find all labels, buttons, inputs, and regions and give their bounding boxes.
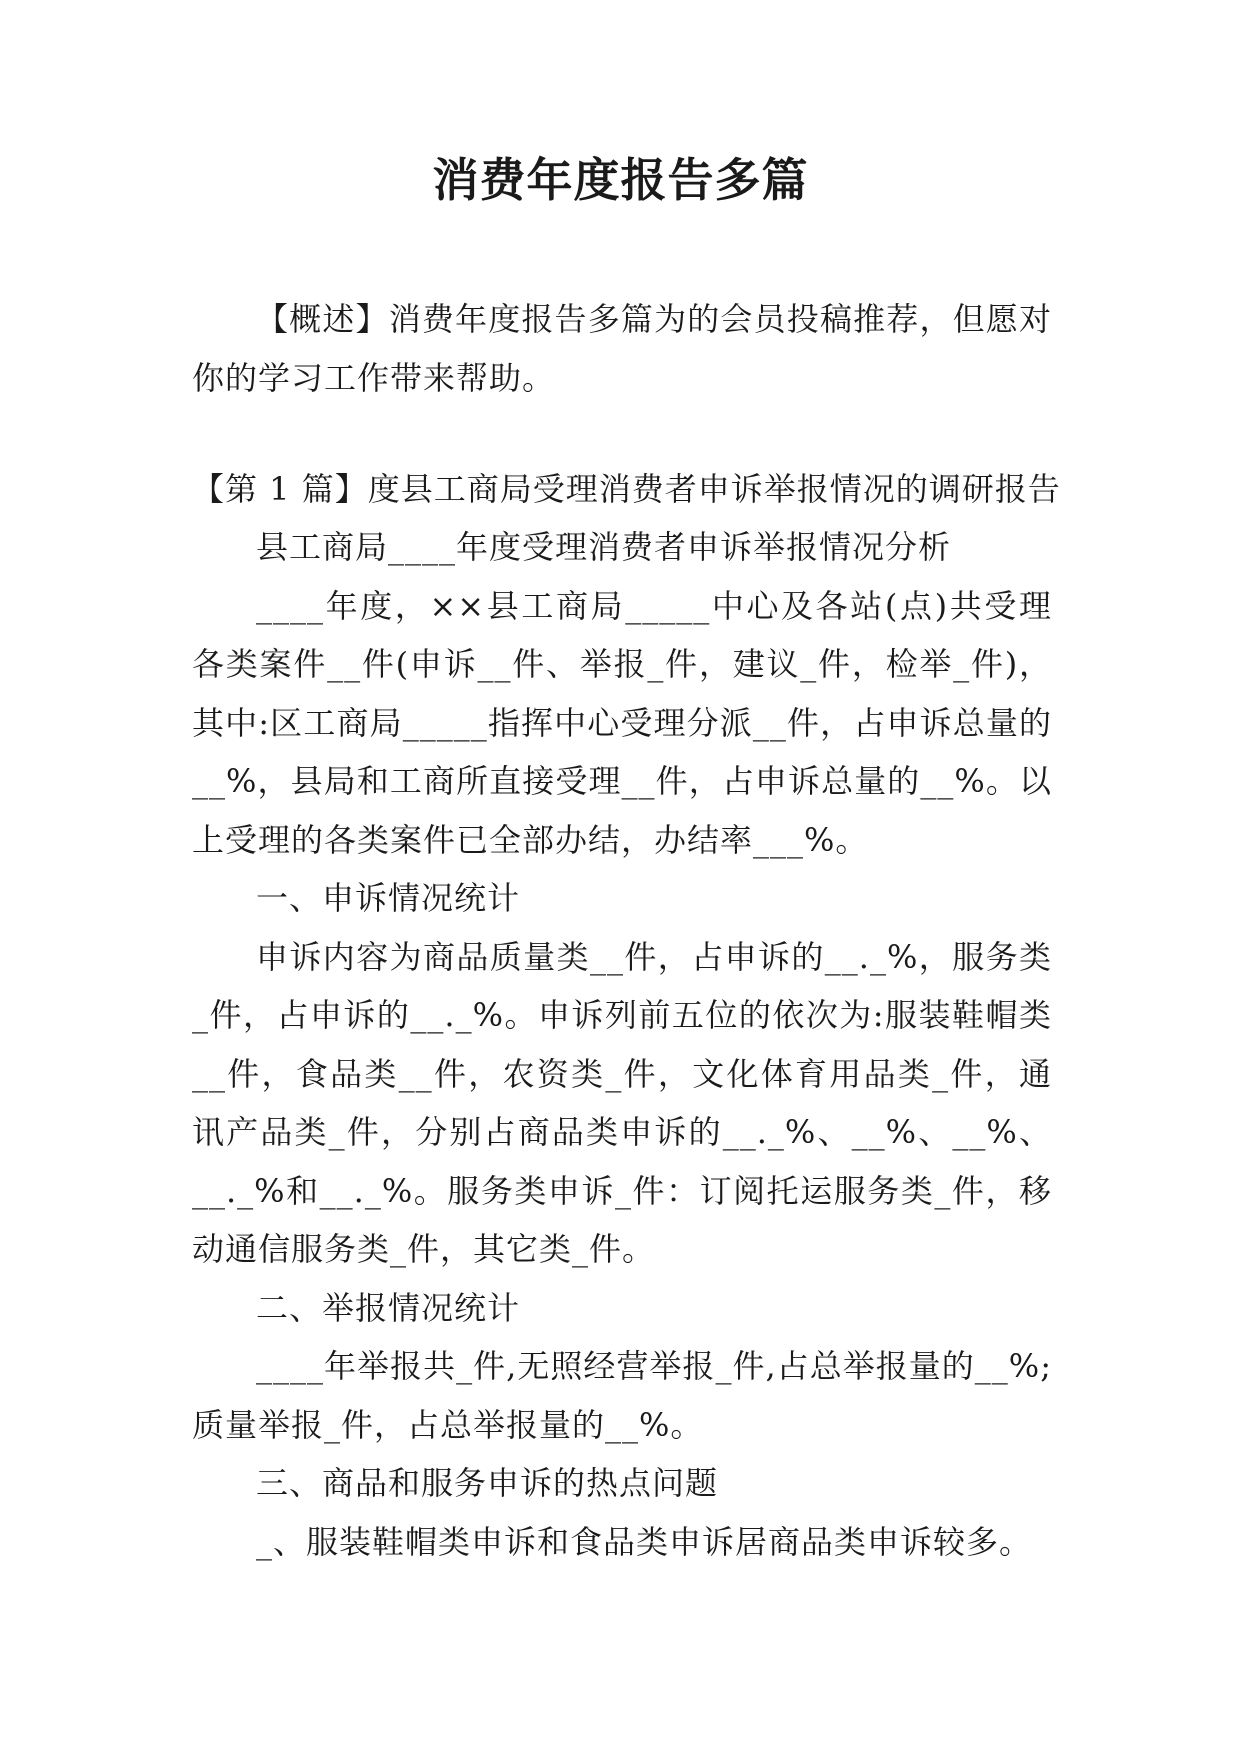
document-title: 消费年度报告多篇 <box>432 153 809 207</box>
part-1-heading: 【第 1 篇】度县工商局受理消费者申诉举报情况的调研报告 <box>192 470 1061 508</box>
reports-paragraph: ____年举报共_件,无照经营举报_件,占总举报量的__%;质量举报_件，占总举报量的__%。 <box>192 1347 1052 1444</box>
complaints-paragraph: 申诉内容为商品质量类__件，占申诉的__._%，服务类_件，占申诉的__._%。申诉列前五位的依次为:服装鞋帽类__件，食品类__件，农资类_件，文化体育用品类_件，通讯产品类_件，分别占商品类申诉的__._%、__%、__%、__._%和__._%。服务类申诉_件：订阅托运服务类_件，移动通信服务类_件，其它类_件。 <box>192 937 1052 1268</box>
section-heading-reports: 二、举报情况统计 <box>256 1288 521 1327</box>
section-heading-complaints: 一、申诉情况统计 <box>256 879 521 917</box>
intro-paragraph: ____年度，××县工商局_____中心及各站(点)共受理各类案件__件(申诉__件、举报_件，建议_件，检举_件)，其中:区工商局_____指挥中心受理分派__件，占申诉总量的__%，县局和工商所直接受理__件，占申诉总量的__%。以上受理的各类案件已全部办结，办结率___%。 <box>192 586 1052 859</box>
report-body <box>192 518 1052 1571</box>
summary-paragraph: 【概述】消费年度报告多篇为的会员投稿推荐，但愿对你的学习工作带来帮助。 <box>192 300 1052 397</box>
hotspots-paragraph: _、服装鞋帽类申诉和食品类申诉居商品类申诉较多。 <box>256 1522 1033 1561</box>
report-subtitle: 县工商局____年度受理消费者申诉举报情况分析 <box>256 528 952 566</box>
section-heading-hotspots: 三、商品和服务申诉的热点问题 <box>256 1464 719 1502</box>
